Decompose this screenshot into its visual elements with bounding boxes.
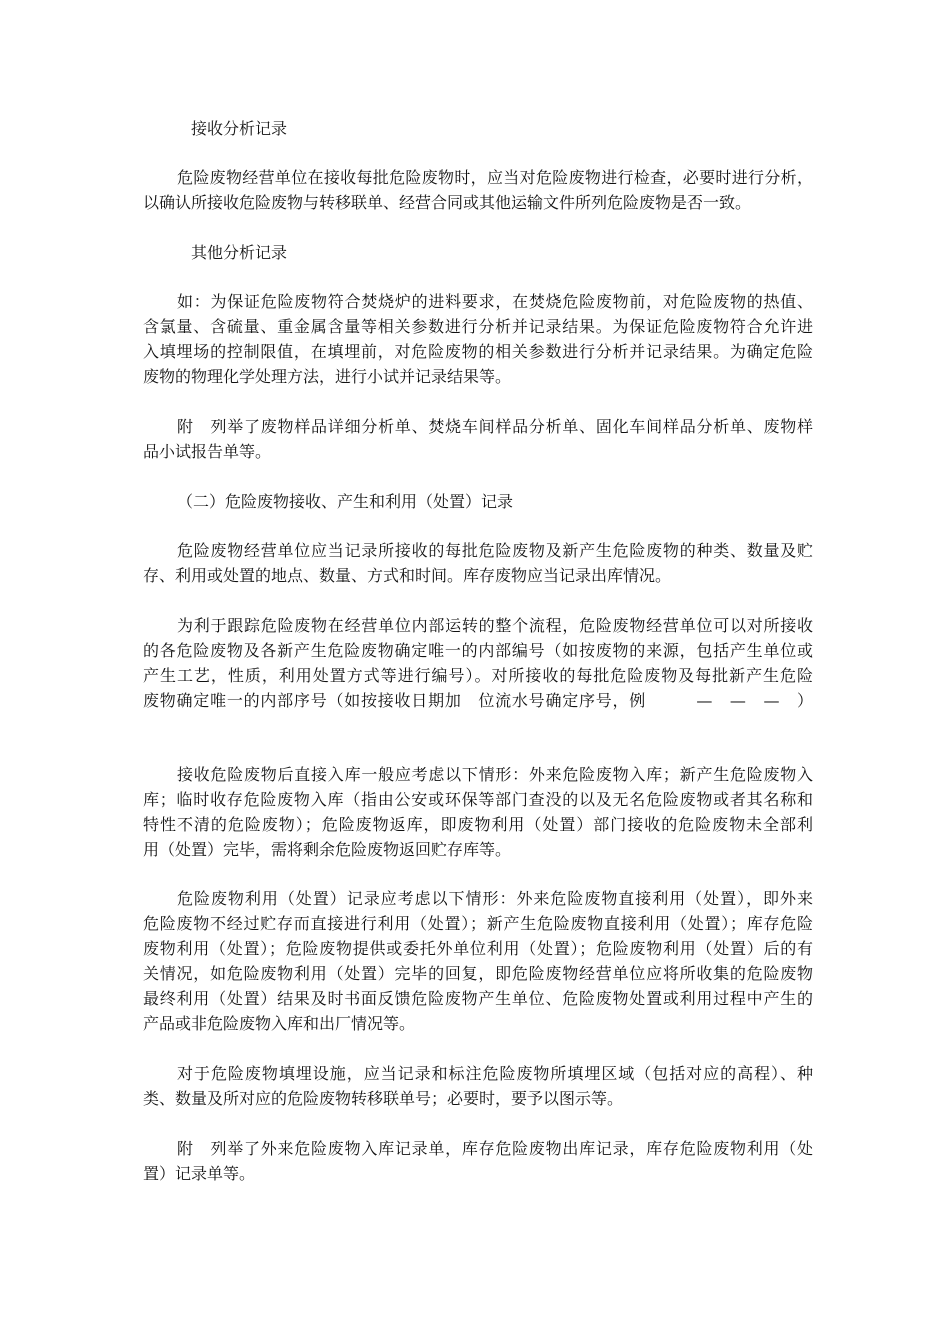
paragraph-line: 产品或非危险废物入库和出厂情况等。 (143, 1014, 416, 1033)
paragraph-line: 入填埋场的控制限值，在填埋前，对危险废物的相关参数进行分析并记录结果。为确定危险 (143, 342, 813, 361)
paragraph-line: 最终利用（处置）结果及时书面反馈危险废物产生单位、危险废物处置或利用过程中产生的 (143, 989, 813, 1008)
paragraph-line: 附 列举了外来危险废物入库记录单，库存危险废物出库记录，库存危险废物利用（处 (177, 1139, 813, 1158)
paragraph-line: 产生工艺，性质，利用处置方式等进行编号）。对所接收的每批危险废物及每批新产生危险 (143, 666, 813, 685)
heading-section-2: （二）危险废物接收、产生和利用（处置）记录 (177, 492, 514, 511)
paragraph-line: 的各危险废物及各新产生危险废物确定唯一的内部编号（如按废物的来源，包括产生单位或 (143, 641, 813, 660)
paragraph-line: 用（处置）完毕，需将剩余危险废物返回贮存库等。 (143, 840, 512, 859)
paragraph-line: 库；临时收存危险废物入库（指由公安或环保等部门查没的以及无名危险废物或者其名称和 (143, 790, 813, 809)
paragraph-line: 危险废物利用（处置）记录应考虑以下情形：外来危险废物直接利用（处置），即外来 (177, 889, 813, 908)
paragraph-line: 特性不清的危险废物）；危险废物返库，即废物利用（处置）部门接收的危险废物未全部利 (143, 815, 813, 834)
paragraph-line: 对于危险废物填埋设施，应当记录和标注危险废物所填埋区域（包括对应的高程）、种 (177, 1064, 813, 1083)
paragraph-line: 废物的物理化学处理方法，进行小试并记录结果等。 (143, 367, 512, 386)
paragraph-line: 置）记录单等。 (143, 1164, 256, 1183)
paragraph-line: 含氯量、含硫量、重金属含量等相关参数进行分析并记录结果。为保证危险废物符合允许进 (143, 317, 813, 336)
paragraph-line: 危险废物不经过贮存而直接进行利用（处置）；新产生危险废物直接利用（处置）；库存危险 (143, 914, 813, 933)
paragraph-line: 品小试报告单等。 (143, 442, 272, 461)
paragraph-line: 如：为保证危险废物符合焚烧炉的进料要求，在焚烧危险废物前，对危险废物的热值、 (177, 292, 813, 311)
paragraph-line: 为利于跟踪危险废物在经营单位内部运转的整个流程，危险废物经营单位可以对所接收 (177, 616, 813, 635)
paragraph-line: 危险废物经营单位应当记录所接收的每批危险废物及新产生危险废物的种类、数量及贮 (177, 541, 813, 560)
heading-receipt-analysis: 接收分析记录 (191, 119, 288, 138)
paragraph-line: 关情况，如危险废物利用（处置）完毕的回复，即危险废物经营单位应将所收集的危险废物 (143, 964, 813, 983)
paragraph-line: 存、利用或处置的地点、数量、方式和时间。库存废物应当记录出库情况。 (143, 566, 672, 585)
paragraph-line: 附 列举了废物样品详细分析单、焚烧车间样品分析单、固化车间样品分析单、废物样 (177, 417, 813, 436)
paragraph-line: 接收危险废物后直接入库一般应考虑以下情形：外来危险废物入库；新产生危险废物入 (177, 765, 813, 784)
paragraph-line: 类、数量及所对应的危险废物转移联单号；必要时，要予以图示等。 (143, 1089, 624, 1108)
paragraph-line: 以确认所接收危险废物与转移联单、经营合同或其他运输文件所列危险废物是否一致。 (143, 193, 752, 212)
paragraph-line: 废物利用（处置）；危险废物提供或委托外单位利用（处置）；危险废物利用（处置）后的有 (143, 939, 813, 958)
heading-other-analysis: 其他分析记录 (191, 243, 288, 262)
paragraph-line: 危险废物经营单位在接收每批危险废物时，应当对危险废物进行检查，必要时进行分析， (177, 168, 813, 187)
paragraph-line: 废物确定唯一的内部序号（如按接收日期加 位流水号确定序号，例 — — — ） (143, 691, 813, 710)
